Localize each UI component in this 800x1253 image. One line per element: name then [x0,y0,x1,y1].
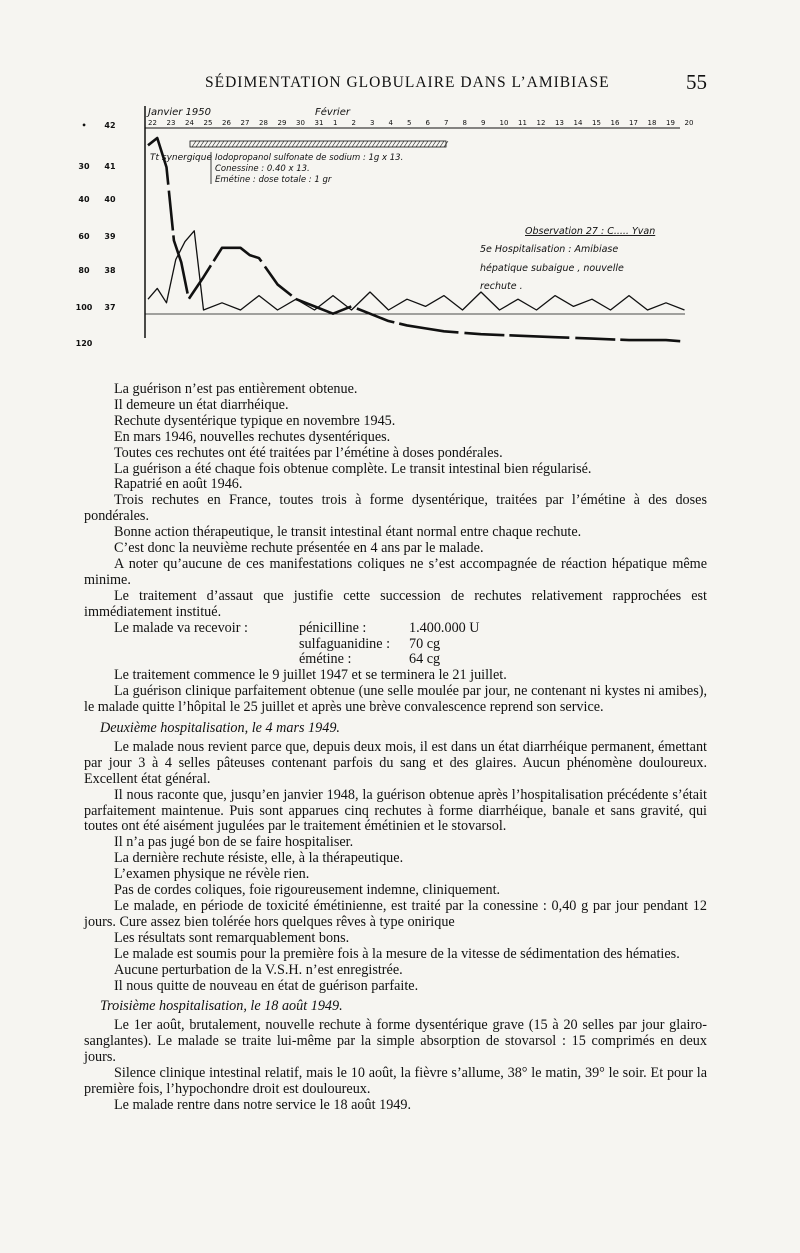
paragraph: Les résultats sont remarquablement bons. [114,929,350,946]
x-tick-label: 18 [647,119,657,127]
x-tick-label: 7 [444,119,449,127]
paragraph: C’est donc la neuvième rechute présentée en 4 ans par le malade. [114,540,484,557]
hatch-stroke [384,141,388,147]
drug-name: émétine : [299,651,352,668]
hatch-stroke [360,141,364,147]
paragraph: Aucune perturbation de la V.S.H. n’est enregistrée. [114,961,403,978]
running-title: SÉDIMENTATION GLOBULAIRE DANS L’AMIBIASE [205,74,610,91]
month-label-february: Février [315,107,350,118]
hatch-stroke [248,141,252,147]
hatch-stroke [404,141,408,147]
hatch-stroke [300,141,304,147]
paragraph: A noter qu’aucune de ces manifestations coliques ne s’est accompagnée de réaction hépatique même minime. [84,555,707,588]
paragraph: Le malade, en période de toxicité émétinienne, est traité par la conessine : 0,40 g par jour pendant 12 jours. Cure assez bien tolérée hors quelques rêves à type onirique [84,898,707,930]
month-label-january: Janvier 1950 [148,107,212,118]
hatch-stroke [220,141,224,147]
hatch-stroke [312,141,316,147]
hatch-stroke [224,141,228,147]
left-axis-label: 60 [78,232,90,241]
hatch-stroke [316,141,320,147]
x-tick-label: 5 [407,119,412,127]
right-axis-labels [104,121,116,312]
left-axis-labels [76,121,93,348]
paragraph: Le malade nous revient parce que, depuis deux mois, il est dans un état diarrhéique permanent, émettant par jour 3 à 4 selles pâteuses contenant parfois du sang et des glaires. Aucun phénomène douloureux. Excellent état général. [84,738,707,787]
hatch-stroke [440,141,444,147]
section-heading-third-hospitalisation: Troisième hospitalisation, le 18 août 1949. [100,998,343,1015]
observation-line-1: Observation 27 : C..... Yvan [525,226,656,237]
hatch-stroke [264,141,268,147]
hatch-stroke [244,141,248,147]
right-axis-label: 41 [104,162,116,171]
hatch-stroke [340,141,344,147]
x-tick-label: 16 [610,119,620,127]
observation-line-3: hépatique subaigue , nouvelle [480,263,624,274]
treatment-line-3: Emétine : dose totale : 1 gr [215,175,332,185]
hatch-stroke [400,141,404,147]
hatch-stroke [372,141,376,147]
x-tick-label: 1 [333,119,338,127]
right-axis-label: 37 [104,303,116,312]
hatch-stroke [320,141,324,147]
prescription-table [84,621,707,669]
drug-dose: 64 cg [409,651,441,668]
hatch-stroke [296,141,300,147]
chart-svg [70,98,710,368]
hatch-stroke [416,141,420,147]
x-tick-label: 22 [148,119,157,127]
hatch-stroke [436,141,440,147]
paragraph: Le malade est soumis pour la première fois à la mesure de la vitesse de sédimentation des hématies. [114,945,680,962]
hatch-stroke [240,141,244,147]
drug-dose: 70 cg [409,635,441,652]
treatment-line-1: Iodopropanol sulfonate de sodium : 1g x 13. [215,153,404,163]
hatch-stroke [228,141,232,147]
prescription-row [84,652,707,668]
x-tick-label: 29 [277,119,287,127]
paragraph: En mars 1946, nouvelles rechutes dysentériques. [114,428,391,445]
x-tick-labels [148,119,693,127]
hatch-stroke [192,141,196,147]
hatch-stroke [236,141,240,147]
x-tick-label: 14 [573,119,583,127]
paragraph: Pas de cordes coliques, foie rigoureusement indemne, cliniquement. [114,882,501,899]
x-tick-label: 24 [185,119,194,127]
hatch-stroke [424,141,428,147]
paragraph: La guérison clinique parfaitement obtenue (une selle moulée par jour, ne contenant ni kystes ni amibes), le malade quitte l’hôpital le 25 juillet et après une brève convalescence reprend son service. [84,683,707,716]
section-heading-second-hospitalisation: Deuxième hospitalisation, le 4 mars 1949. [100,720,340,737]
paragraph: Il nous raconte que, jusqu’en janvier 1948, la guérison obtenue après l’hospitalisation précédente s’était parfaitement maintenue. Puis sont apparues cinq rechutes à forme diarrhéique, banale et sans gravité, qui toutes ont été aisément jugulées par le traitement émétinien et le stovarsol. [84,786,707,835]
x-tick-label: 28 [259,119,268,127]
hatch-stroke [288,141,292,147]
x-tick-label: 20 [684,119,694,127]
hatch-stroke [396,141,400,147]
x-tick-label: 30 [296,119,305,127]
observation-line-2: 5e Hospitalisation : Amibiase [480,244,619,255]
hatch-stroke [368,141,372,147]
x-tick-label: 8 [462,119,467,127]
hatch-stroke [200,141,204,147]
drug-name: sulfaguanidine : [299,635,391,652]
hatch-stroke [388,141,392,147]
prescription-row [84,621,707,637]
paragraph: Bonne action thérapeutique, le transit intestinal étant normal entre chaque rechute. [114,524,582,541]
hatch-stroke [260,141,264,147]
prescription-lead: Le malade va recevoir : [114,619,248,636]
x-tick-label: 10 [499,119,509,127]
paragraph: Il n’a pas jugé bon de se faire hospitaliser. [114,834,354,851]
hatch-stroke [420,141,424,147]
hatch-stroke [280,141,284,147]
paragraph: Le malade rentre dans notre service le 18 août 1949. [114,1096,412,1113]
left-axis-label: 120 [75,339,93,348]
paragraph: Le traitement commence le 9 juillet 1947 et se terminera le 21 juillet. [114,667,507,684]
hatch-stroke [204,141,208,147]
paragraph: Rechute dysentérique typique en novembre 1945. [114,412,396,429]
paragraph: Il demeure un état diarrhéique. [114,396,289,413]
hatch-stroke [332,141,336,147]
hatch-stroke [196,141,200,147]
right-axis-label: 40 [104,195,116,204]
paragraph: L’examen physique ne révèle rien. [114,866,310,883]
hatch-stroke [324,141,328,147]
hatch-stroke [208,141,212,147]
left-axis-label: 100 [75,303,93,312]
drug-dose: 1.400.000 U [409,619,480,636]
x-tick-label: 25 [203,119,213,127]
page-number: 55 [686,70,707,94]
hatch-stroke [304,141,308,147]
x-tick-label: 4 [388,119,393,127]
paragraph: Rapatrié en août 1946. [114,476,243,493]
hatch-stroke [364,141,368,147]
hatch-stroke [268,141,272,147]
left-axis-label: • [81,121,87,130]
hatch-stroke [284,141,288,147]
paragraph: Il nous quitte de nouveau en état de guérison parfaite. [114,977,419,994]
paragraph: La dernière rechute résiste, elle, à la thérapeutique. [114,850,404,867]
right-axis-label: 38 [104,266,116,275]
x-tick-label: 13 [555,119,564,127]
right-axis-label: 39 [104,232,116,241]
hatch-stroke [308,141,312,147]
observation-line-4: rechute . [480,281,523,292]
treatment-bar-hatch [192,141,448,147]
hatch-stroke [376,141,380,147]
paragraph: Toutes ces rechutes ont été traitées par l’émétine à doses pondérales. [114,444,503,461]
x-tick-label: 31 [314,119,324,127]
hatch-stroke [392,141,396,147]
hatch-stroke [408,141,412,147]
hatch-stroke [256,141,260,147]
paragraph: La guérison a été chaque fois obtenue complète. Le transit intestinal bien régularisé. [114,460,592,477]
hatch-stroke [252,141,256,147]
right-axis-label: 42 [104,121,116,130]
x-tick-label: 15 [592,119,601,127]
hatch-stroke [428,141,432,147]
hatch-stroke [292,141,296,147]
paragraph: Le traitement d’assaut que justifie cette succession de rechutes relativement rapprochées est immédiatement institué. [84,587,707,620]
drug-name: pénicilline : [299,619,367,636]
x-tick-label: 19 [666,119,675,127]
temperature-vsh-chart [70,98,710,368]
x-tick-label: 3 [370,119,375,127]
left-axis-label: 80 [78,266,90,275]
hatch-stroke [344,141,348,147]
hatch-stroke [212,141,216,147]
treatment-label: Tt synergique [150,153,213,163]
prescription-row [84,637,707,653]
hatch-stroke [216,141,220,147]
hatch-stroke [380,141,384,147]
x-tick-label: 6 [425,119,430,127]
paragraph: Trois rechutes en France, toutes trois à forme dysentérique, traitées par l’émétine à des doses pondérales. [84,492,707,525]
hatch-stroke [272,141,276,147]
paragraph: Le 1er août, brutalement, nouvelle rechute à forme dysentérique grave (15 à 20 selles par jour glairo-sanglantes). Le malade se traite lui-même par la simple absorption de stovarsol : 15 comprimés en deux jours. [84,1017,707,1066]
hatch-stroke [356,141,360,147]
x-tick-label: 17 [629,119,638,127]
paragraph: Silence clinique intestinal relatif, mais le 10 août, la fièvre s’allume, 38° le matin, 39° le soir. Et pour la première fois, l’hypochondre droit est douloureux. [84,1065,707,1097]
x-tick-label: 27 [240,119,250,127]
hatch-stroke [432,141,436,147]
hatch-stroke [412,141,416,147]
x-tick-label: 2 [351,119,356,127]
hatch-stroke [336,141,340,147]
x-tick-label: 11 [518,119,527,127]
hatch-stroke [232,141,236,147]
page-header [0,64,800,94]
left-axis-label: 30 [78,162,90,171]
hatch-stroke [328,141,332,147]
paragraph: La guérison n’est pas entièrement obtenue. [114,381,358,397]
x-tick-label: 23 [166,119,176,127]
x-tick-label: 26 [222,119,231,127]
hatch-stroke [352,141,356,147]
treatment-line-2: Conessine : 0.40 x 13. [215,164,310,174]
article-body [84,382,707,1114]
hatch-stroke [348,141,352,147]
left-axis-label: 40 [78,195,90,204]
x-tick-label: 9 [481,119,486,127]
x-tick-label: 12 [536,119,546,127]
hatch-stroke [276,141,280,147]
